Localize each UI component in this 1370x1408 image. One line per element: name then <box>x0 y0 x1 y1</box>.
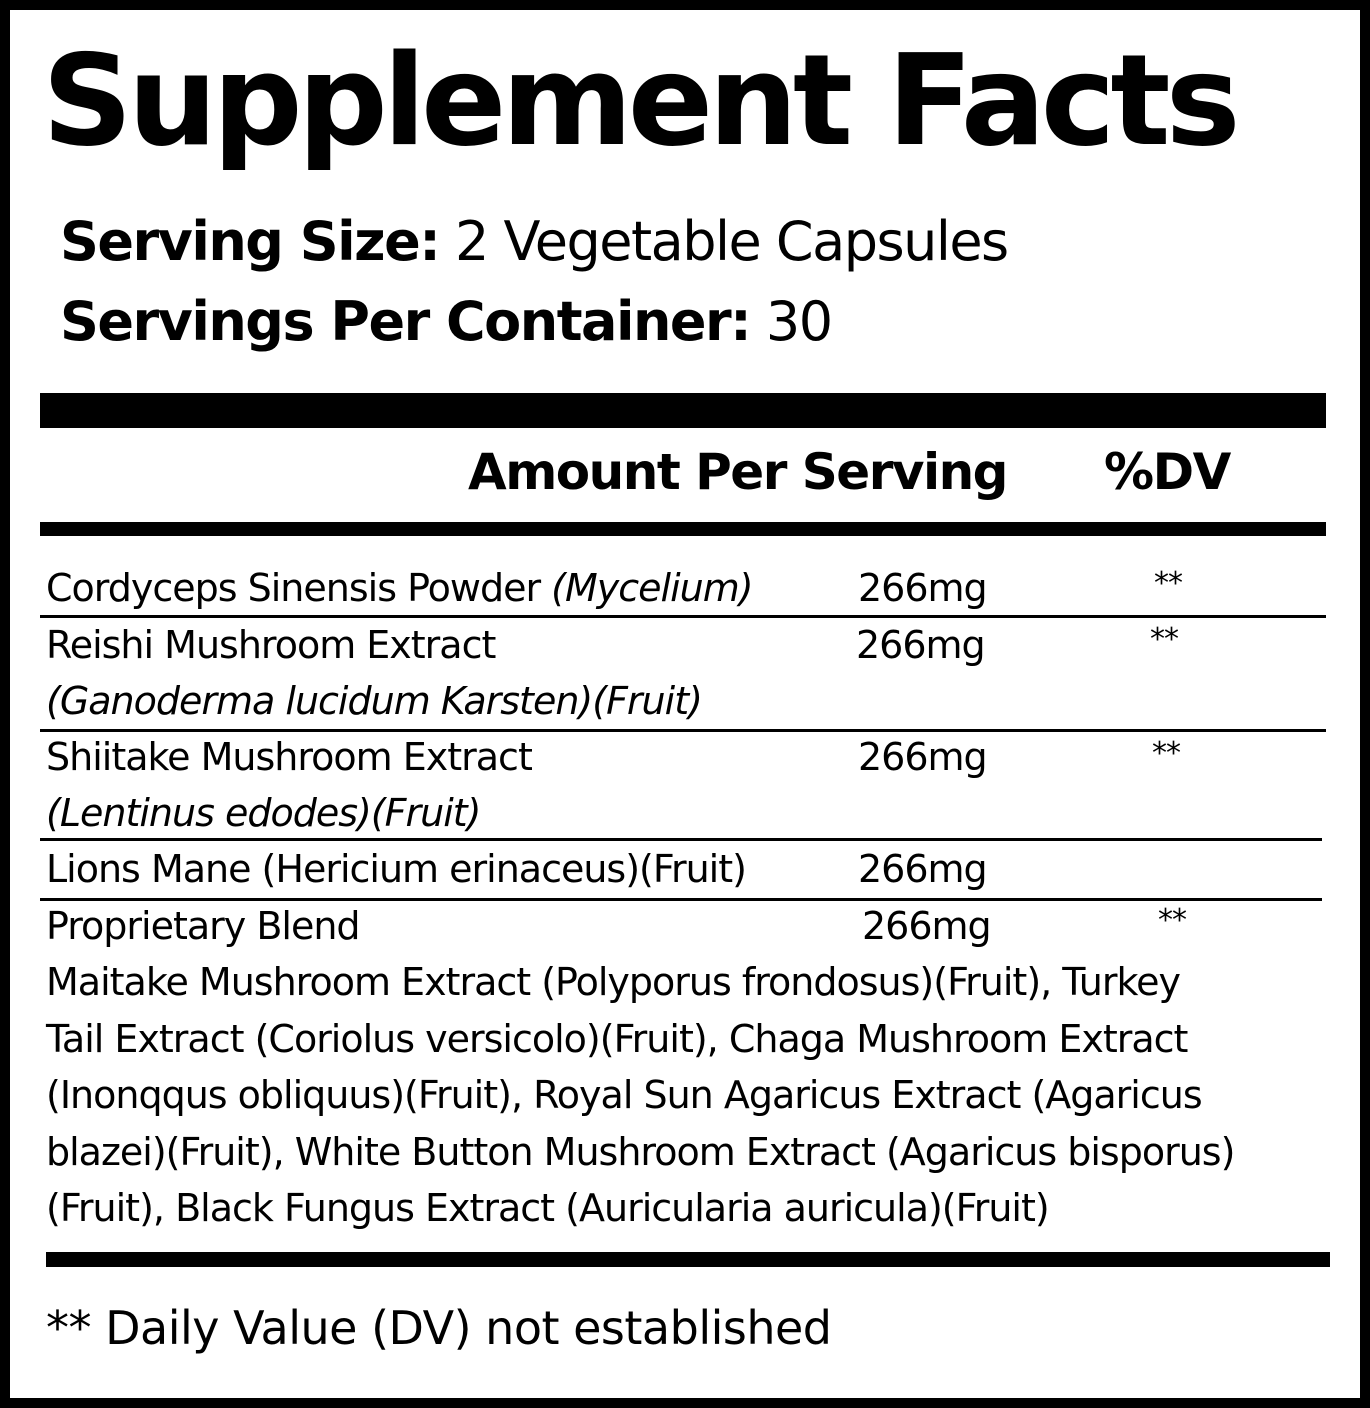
label-title: Supplement Facts <box>42 27 1236 174</box>
thick-divider-bottom <box>46 1252 1330 1267</box>
blend-line: Tail Extract (Coriolus versicolo)(Fruit), Chaga Mushroom Extract <box>46 1016 1188 1061</box>
proprietary-blend-description <box>46 954 1306 1237</box>
amount-per-serving-header: Amount Per Serving <box>468 443 1007 501</box>
ingredient-amount: 266mg <box>856 623 985 667</box>
ingredient-dv: ** <box>1154 566 1182 601</box>
ingredient-name <box>46 560 753 616</box>
ingredient-amount: 266mg <box>858 566 987 610</box>
blend-line: (Inonqqus obliquus)(Fruit), Royal Sun Agaricus Extract (Agaricus <box>46 1073 1202 1117</box>
blend-line: blazei)(Fruit), White Button Mushroom Extract (Agaricus bisporus) <box>46 1129 1235 1174</box>
daily-value-header: %DV <box>1104 443 1230 501</box>
thick-divider-top <box>40 393 1326 428</box>
ingredient-dv: ** <box>1152 736 1180 771</box>
servings-per-container-value: 30 <box>750 290 832 353</box>
ingredient-latin: (Ganoderma lucidum Karsten)(Fruit) <box>46 679 702 723</box>
ingredient-amount: 266mg <box>858 735 987 779</box>
ingredient-name: Proprietary Blend <box>46 904 360 948</box>
serving-size-label: Serving Size: <box>60 210 440 273</box>
ingredient-name: Lions Mane (Hericium erinaceus)(Fruit) <box>46 847 746 891</box>
blend-line: Maitake Mushroom Extract (Polyporus frondosus)(Fruit), Turkey <box>46 960 1180 1004</box>
ingredient-name: Reishi Mushroom Extract <box>46 623 496 667</box>
serving-size-value: 2 Vegetable Capsules <box>439 210 1008 273</box>
servings-per-container <box>60 290 832 354</box>
footnote: ** Daily Value (DV) not established <box>46 1301 832 1355</box>
ingredient-name-text: Cordyceps Sinensis Powder <box>46 566 552 610</box>
ingredient-dv: ** <box>1158 903 1186 938</box>
ingredient-dv: ** <box>1150 622 1178 657</box>
ingredient-latin: (Lentinus edodes)(Fruit) <box>46 791 481 835</box>
divider-header <box>40 522 1326 536</box>
ingredient-amount: 266mg <box>858 847 987 891</box>
ingredient-latin: (Mycelium) <box>551 566 753 610</box>
ingredient-name: Shiitake Mushroom Extract <box>46 735 532 779</box>
servings-per-container-label: Servings Per Container: <box>60 290 751 353</box>
serving-size <box>60 210 1008 274</box>
ingredient-amount: 266mg <box>862 904 991 948</box>
blend-line: (Fruit), Black Fungus Extract (Auricularia auricula)(Fruit) <box>46 1186 1049 1230</box>
